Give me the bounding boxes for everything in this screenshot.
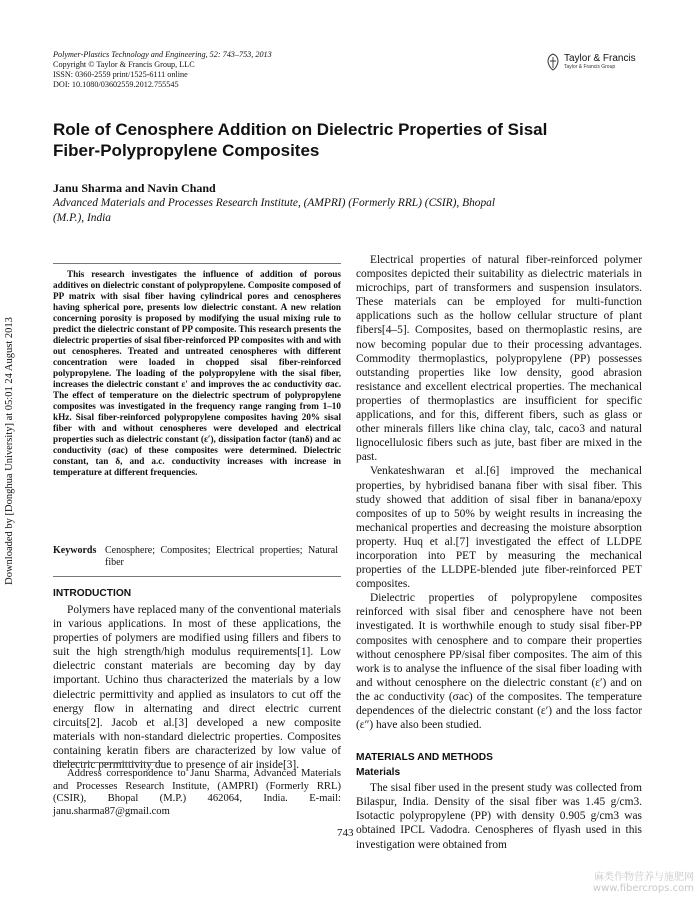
publisher-logo	[545, 52, 665, 74]
copyright-line: Copyright © Taylor & Francis Group, LLC	[53, 60, 195, 69]
introduction-heading: INTRODUCTION	[53, 588, 132, 599]
materials-subheading: Materials	[356, 767, 401, 779]
watermark-line-2: www.fibercrops.com	[592, 883, 694, 894]
download-sidebar: Downloaded by [Donghua University] at 05:01 24 August 2013	[4, 317, 15, 585]
introduction-paragraph-4: Dielectric properties of polypropylene composites reinforced with sisal fiber and cenosphere have not been investigated. It is worthwhile enough to study sisal fiber-PP composites with cenosphere and to compare their properties without cenosphere PP/sisal fiber composites. The aim of this work is to analyse the influence of the sisal fiber loading with and without cenosphere on the dielectric constant (ε′) and on the ac conductivity (σac) of the composites. The temperature dependences of the dielectric constant (ε′) and the loss factor (ε″) have also been studied.	[356, 592, 642, 732]
affiliation: Advanced Materials and Processes Research Institute, (AMPRI) (Formerly RRL) (CSIR), Bhopal (M.P.), India	[53, 197, 496, 224]
keywords-values: Cenosphere; Composites; Electrical properties; Natural fiber	[105, 545, 338, 568]
keywords	[53, 545, 341, 569]
publisher-tagline: Taylor & Francis Group	[564, 64, 616, 70]
abstract-top-rule	[53, 263, 341, 264]
abstract: This research investigates the influence of addition of porous additives on dielectric constant of polypropylene. Composite composed of PP matrix with sisal fiber having cylindrical pores and cenospheres having spherical pore, presents low dielectric constant. A new relation concerning porosity is proposed by modifying the usual mixing rule to predict the dielectric constant of PP composite. This research presents the dielectric properties of sisal fiber-reinforced PP composites with and with out cenospheres. Treated and untreated cenospheres with different concentration were loaded in chopped sisal fiber-reinforced polypropylene. The loading of the polypropylene with the sisal fiber, increases the dielectric constant ε′ and improves the ac conductivity σac. The effect of temperature on the dielectric spectrum of polypropylene composites was investigated in the frequency range ranging from 1–10 kHz. Sisal fiber-reinforced polypropylene composites having 20% sisal fiber with and without cenospheres were developed and electrical properties such as dielectric constant (ε′), dissipation factor (tanδ) and ac conductivity (σac) of these composites were determined. Dielectric constant, tan δ, and a.c. conductivity increases with increase in temperature at different frequencies.	[53, 269, 341, 477]
right-column	[356, 253, 642, 852]
footnote-rule	[53, 762, 163, 763]
publisher-name: Taylor & Francis	[564, 53, 636, 64]
journal-header	[53, 50, 272, 90]
taylor-francis-logo-icon	[545, 53, 561, 71]
introduction-paragraph-1: Polymers have replaced many of the conventional materials in various applications. In most of these applications, the properties of polymers are modified using fillers and fibers to suit the high strength/high modulus requirements[1]. Low dielectric constant materials are becoming day by day important. Uchino thus characterized the materials by a low dielectric permittivity and applied as insulators to cut off the energy flow in alternating and direct electric current circuits[2]. Jacob et al.[3] developed a new composite materials with non-standard dielectric properties. Composites containing keratin fibers are characterized by low value of dielectric permittivity due to presence of air inside[3].	[53, 604, 341, 772]
journal-citation: Polymer-Plastics Technology and Engineering, 52: 743–753, 2013	[53, 50, 272, 59]
introduction-paragraph-2: Electrical properties of natural fiber-reinforced polymer composites depicted their suitability as dielectric materials in microchips, part of transformers and suspension insulators. These materials can be employed for multi-function applications such as the hollow cellular structure of plant fibers[4–5]. Composites, based on thermoplastic resins, are now becoming popular due to their processing advantages. Commodity thermoplastics, polypropylene (PP) possesses outstanding properties like low density, good abrasion resistance and excellent electrical properties. The mechanical properties of thermoplastics are insufficient for specific applications, and for this, different fibers, such as glass or other minerals fillers like china clay, talc, caco3 and natural lignocellulosic fibers such as jute, bast fiber are mixed in the past.	[356, 254, 642, 464]
paper-title: Role of Cenosphere Addition on Dielectric Properties of Sisal Fiber-Polypropylene Composites	[53, 120, 548, 160]
correspondence-footnote: Address correspondence to Janu Sharma, Advanced Materials and Processes Research Institute, (AMPRI) (Formerly RRL) (CSIR), Bhopal (M.P.) 462064, India. E-mail: janu.sharma87@gmail.com	[53, 768, 341, 817]
doi-line[interactable]: DOI: 10.1080/03602559.2012.755545	[53, 80, 179, 89]
methods-heading: MATERIALS AND METHODS	[356, 752, 493, 764]
materials-paragraph-1: The sisal fiber used in the present study was collected from Bilaspur, India. Density of the sisal fiber was 1.45 g/cm3. Isotactic polypropylene (PP) with density 0.905 g/cm3 was obtained IPCL Vadodra. Cenospheres of flyash used in this investigation were obtained from	[356, 782, 642, 851]
keywords-label: Keywords	[53, 545, 97, 556]
introduction-paragraph-3: Venkateshwaran et al.[6] improved the mechanical properties, by hybridised banana fiber with sisal fiber. This study showed that addition of sisal fiber in banana/epoxy composites of up to 50% by weight results in increasing the mechanical properties and decreasing the moisture absorption property. Huq et al.[7] investigated the effect of LLDPE incorporation into PET by measuring the mechanical properties of the LLDPE-blended jute fiber-reinforced PET composites.	[356, 465, 642, 591]
keywords-bottom-rule	[53, 576, 341, 577]
left-column	[53, 588, 341, 772]
site-watermark	[572, 872, 694, 894]
watermark-line-1: 麻类作物营养与施肥网	[594, 872, 694, 883]
issn-line: ISSN: 0360-2559 print/1525-6111 online	[53, 70, 188, 79]
page-number: 743	[337, 827, 354, 839]
authors: Janu Sharma and Navin Chand	[53, 181, 216, 195]
